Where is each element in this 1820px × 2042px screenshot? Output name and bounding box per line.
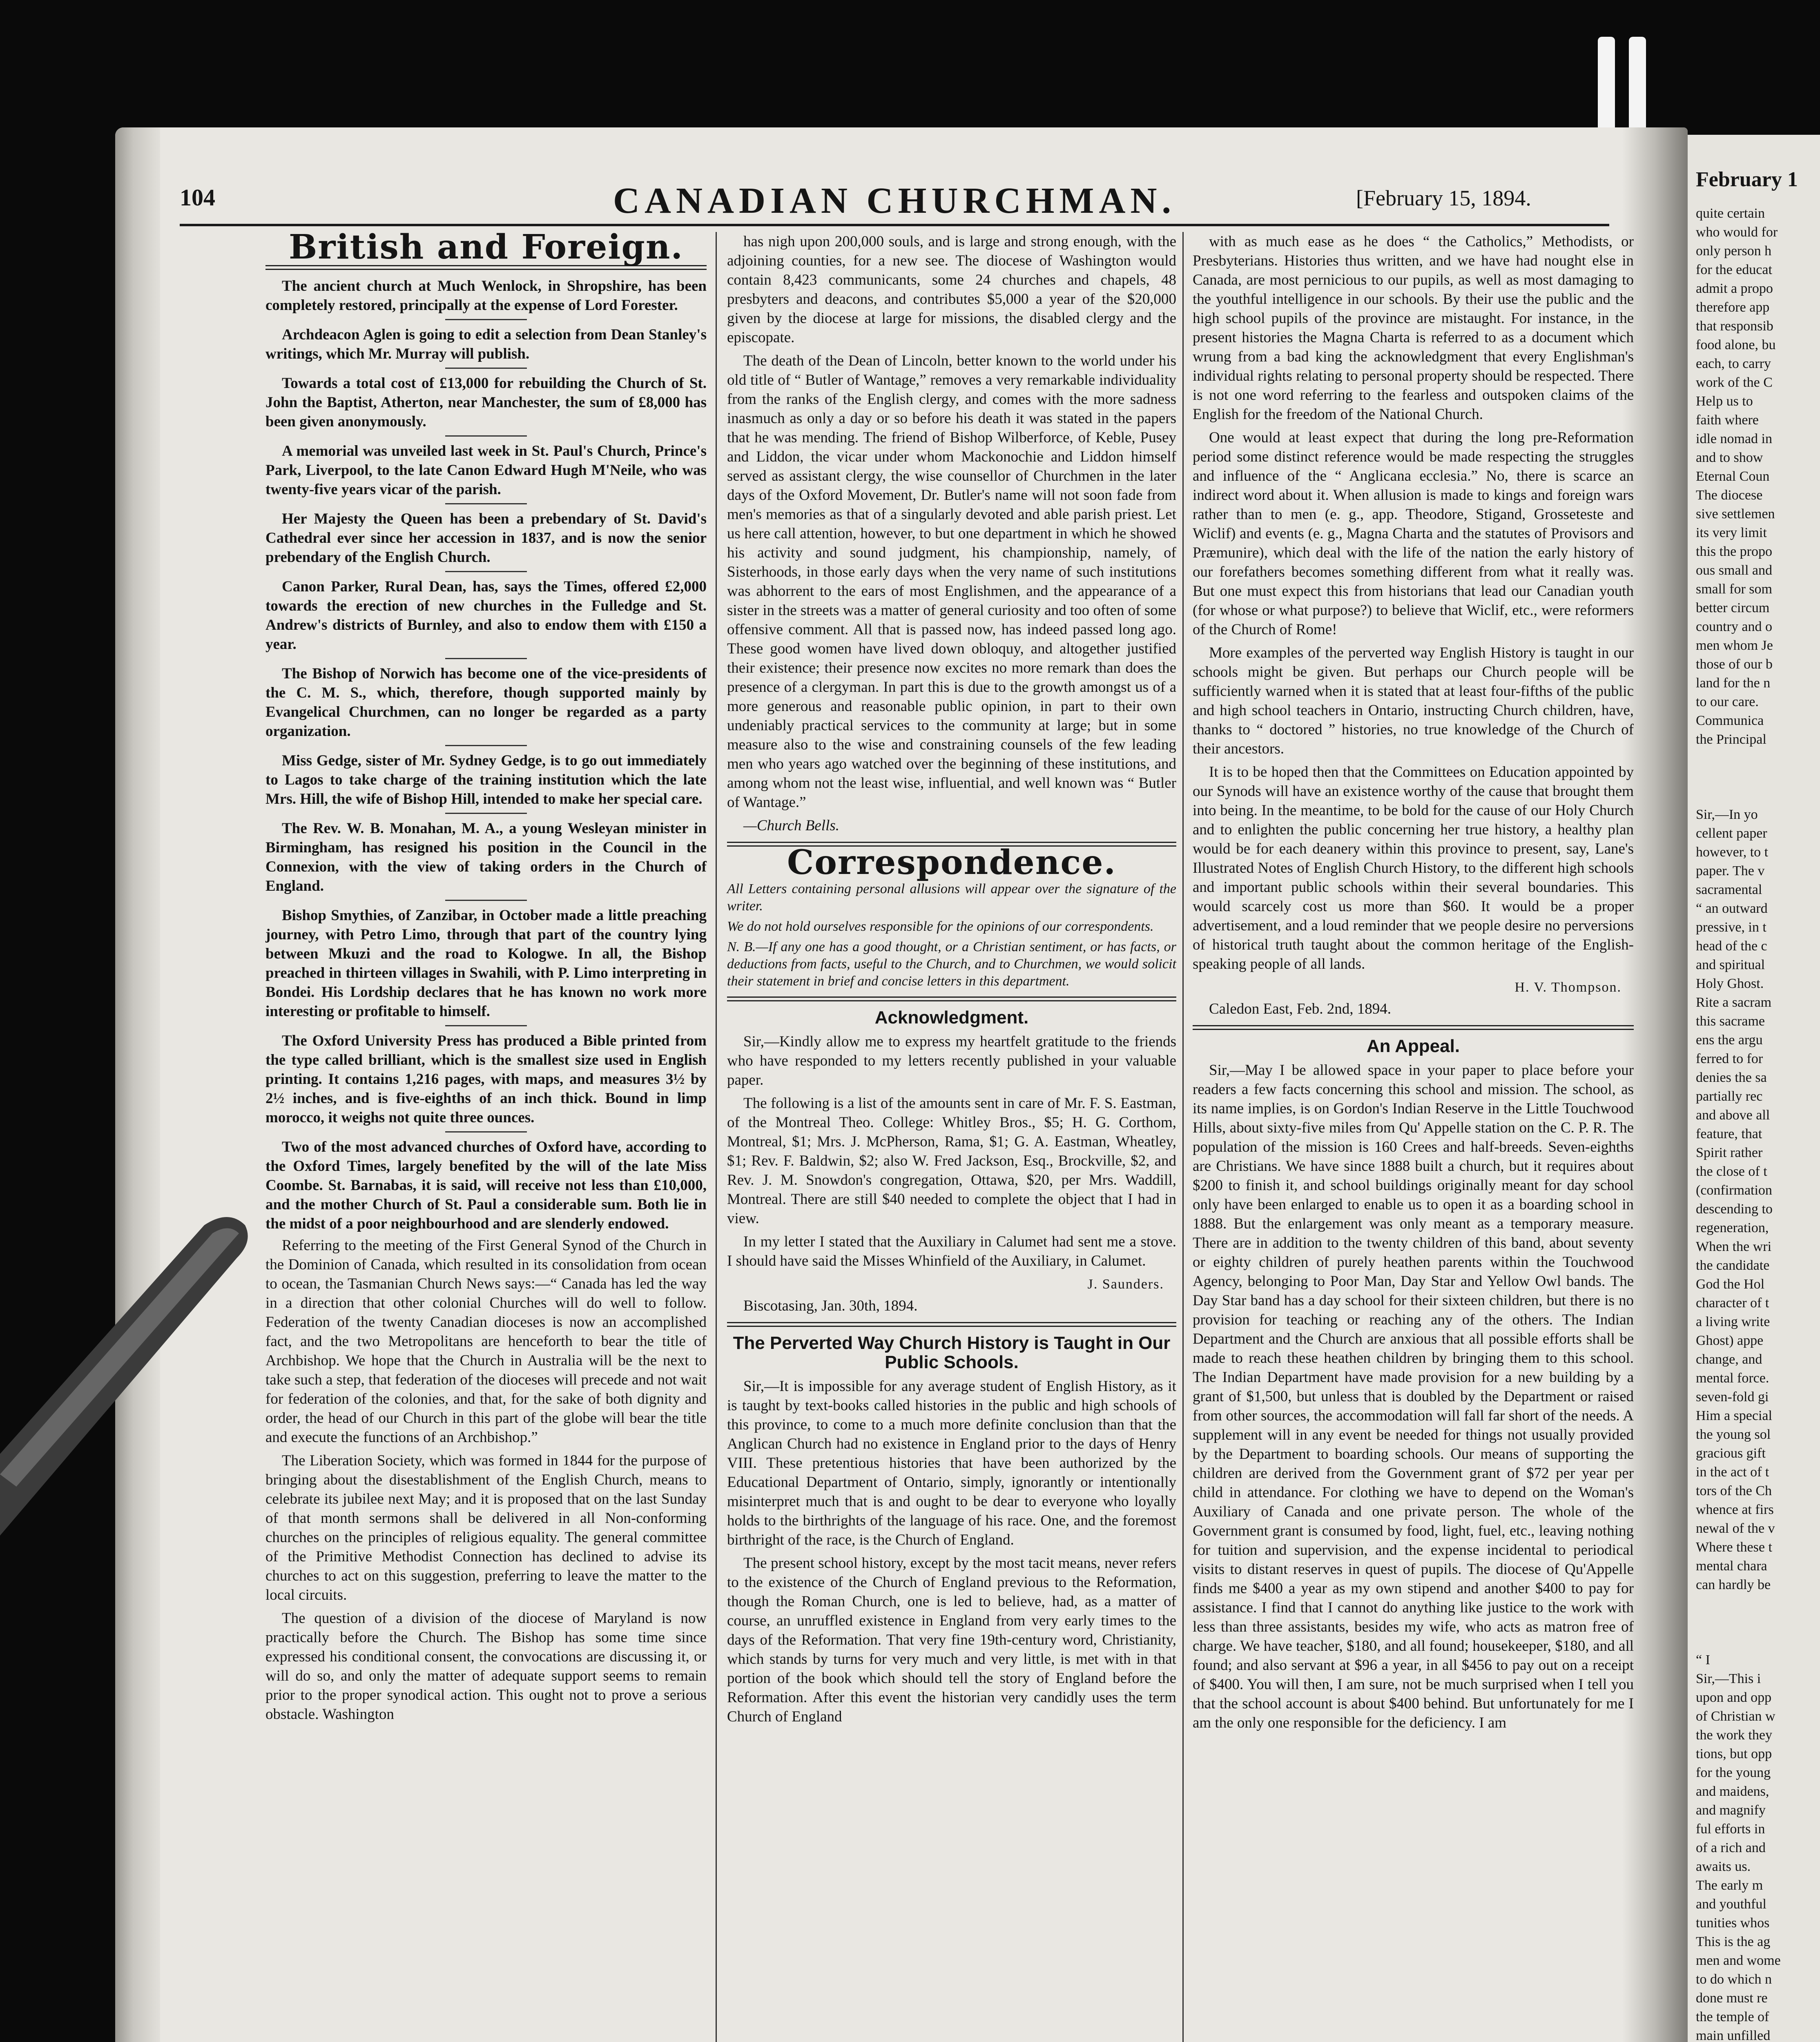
adjacent-page-line: ferred to for [1696,1051,1763,1066]
adjacent-page-line: seven-fold gi [1696,1389,1769,1404]
adjacent-page-line: who would for [1696,225,1778,240]
letter-paragraph: The present school history, except by the most tacit means, never refers to the existence of the Church of England previous to the Reformation, though the Roman Church, one is led to believe, had, as a matter of course, an unruffled existence in England from very early times to the days of the Reformation. That very fine 19th-century word, Christianity, which stands by turns for very much and very little, is met with in that portion of the book which should tell the story of England before the Reformation. After this event the historian very candidly uses the term Church of England [727,1555,1176,1725]
adjacent-page-line: Help us to [1696,394,1753,409]
adjacent-page-line: The early m [1696,1878,1763,1893]
adjacent-page-line: food alone, bu [1696,337,1776,352]
item-separator [445,1025,527,1026]
adjacent-page-line: newal of the v [1696,1521,1775,1536]
adjacent-page-line: God the Hol [1696,1277,1765,1292]
adjacent-page-line: feature, that [1696,1126,1762,1141]
item-separator [445,571,527,572]
news-paragraphs [265,1236,707,1724]
news-paragraph: Referring to the meeting of the First General Synod of the Church in the Dominion of Canada, which resulted in its consolidation from ocean to ocean, the Tasmanian Church News says:—“ Canada has led the way in a direction that other colonial Churches will do well to follow. Federation of the twenty Canadian dioceses is now an accomplished fact, and the two Metropolitans are henceforth to bear the title of Archbishop. We hope that the Church in Australia will be the next to take such a step, that federation of the dioceses will precede and not wait for federation of the colonies, and that, for the sake of both dignity and order, the head of our Church in this part of the globe will bear the title and execute the functions of an Archbishop.” [265,1237,707,1446]
letter-paragraph: In my letter I stated that the Auxiliary in Calumet had sent me a stove. I should have said the Misses Whinfield of the Auxiliary, in Calumet. [727,1233,1176,1269]
adjacent-page-line: Where these t [1696,1540,1772,1555]
item-separator [445,1131,527,1132]
editorial-notes [727,881,1176,990]
adjacent-page [1679,135,1820,2042]
adjacent-page-line: Sir,—This i [1696,1671,1761,1686]
adjacent-page-line: character of t [1696,1295,1769,1311]
adjacent-page-line: whence at firs [1696,1502,1774,1517]
page-number: 104 [180,184,215,211]
letter-church-history [727,1377,1176,1726]
adjacent-page-line: can hardly be [1696,1577,1771,1592]
letter-an-appeal [1193,1061,1634,1732]
adjacent-page-line: “ an outward [1696,901,1768,916]
adjacent-page-line: partially rec [1696,1089,1763,1104]
adjacent-page-line: Holy Ghost. [1696,976,1764,991]
adjacent-page-line: ens the argu [1696,1032,1763,1048]
adjacent-page-line: descending to [1696,1202,1773,1217]
film-frame-mark [1598,37,1615,135]
adjacent-page-line: land for the n [1696,675,1771,691]
double-rule [727,1322,1176,1327]
adjacent-page-line: that responsib [1696,319,1773,334]
adjacent-page-line: for the young [1696,1765,1771,1780]
news-item: Canon Parker, Rural Dean, has, says the Times, offered £2,000 towards the erection of new churches in the Fulledge and St. Andrew's districts of Burnley, and also to endow them with £150 a year. [265,578,707,653]
adjacent-page-line: of Christian w [1696,1709,1775,1724]
adjacent-page-line: country and o [1696,619,1772,634]
letter-title-church-history: The Perverted Way Church History is Taught in Our Public Schools. [733,1333,1171,1372]
letter-paragraph: Sir,—It is impossible for any average student of English History, as it is taught by text-books called histories in the public and high schools of this province, to come to a much more definite conclusion than that the Anglican Church had no existence in England prior to the days of Henry VIII. These pretentious histories that have been authorized by the Educational Department of Ontario, simply, ignorantly or intentionally misinterpret much that is and ought to be dear to everyone who loyally holds to the birthrights of the language of his race. One, and the foremost birthright of the race, is the Church of England. [727,1378,1176,1548]
adjacent-page-line: quite certain [1696,206,1765,221]
news-item: A memorial was unveiled last week in St. Paul's Church, Prince's Park, Liverpool, to the late Canon Edward Hugh M'Neile, who was twenty-five years vicar of the parish. [265,443,707,498]
adjacent-page-line: “ I [1696,1652,1710,1667]
news-paragraph: The Liberation Society, which was formed in 1844 for the purpose of bringing about the disestablishment of the English Church, means to celebrate its jubilee next May; and it is proposed that on the last Sunday of that month sermons shall be delivered in all Non-conforming churches on the principles of religious equality. The general committee of the Primitive Methodist Connection has declined to advise its churches to act on this suggestion, preferring to leave the matter to the local circuits. [265,1452,707,1603]
news-item: The ancient church at Much Wenlock, in Shropshire, has been completely restored, principally at the expense of Lord Forester. [265,278,707,314]
column-2 [727,232,1176,1730]
adjacent-page-line: better circum [1696,600,1770,615]
film-frame-mark [1629,37,1646,135]
adjacent-page-line: mental force. [1696,1371,1769,1386]
adjacent-page-line: denies the sa [1696,1070,1767,1085]
adjacent-page-line: the temple of [1696,2009,1769,2024]
news-item: Her Majesty the Queen has been a prebendary of St. David's Cathedral ever since her accession in 1837, and is now the senior prebendary of the English Church. [265,510,707,566]
editorial-note: N. B.—If any one has a good thought, or a Christian sentiment, or has facts, or deductions from facts, useful to the Church, and to Churchmen, we would solicit their statement in brief and concise letters in this department. [727,939,1176,989]
article-source: —Church Bells. [743,817,840,834]
adjacent-page-line: ous small and [1696,563,1772,578]
letter-paragraph: Sir,—May I be allowed space in your paper to place before your readers a few facts concerning this school and mission. The school, as its name implies, is on Gordon's Indian Reserve in the Little Touchwood Hills, about sixty-five miles from Qu' Appelle station on the C. P. R. The population of the mission is 160 Crees and half-breeds. Seven-eighths are Christians. We have since 1888 built a church, but it requires about $200 to finish it, and school buildings originally meant for day school only have been enlarged to enable us to open it as a boarding school in 1888. But the enlargement was only meant as a temporary measure. There are in addition to the twenty children of this band, about seventy or eighty children of purely heathen parents within the Touchwood Agency, belonging to Poor Man, Day Star and Yellow Owl bands. The Day Star band has a day school for their sixteen children, but there is no provision for teaching or reaching any of the others. The Indian Department and the Church are anxious that all possible efforts shall be made to reach these heathen children by bringing them to this school. The Indian Department have made provision for a new building by a grant of $1,500, but unless that is doubled by the Department or raised from other sources, the accommodation will fall far short of the needs. A supplement will in any event be needed for things not usually provided by the Department to boarding schools. Our means of supporting the children are derived from the Government grant of $72 per year per child in attendance. For clothing we have to depend on the Woman's Auxiliary of Canada and one private person. The whole of the Government grant is consumed by food, light, fuel, etc., leaving nothing for tuition and supervision, and the expense incidental to periodical visits to distant reserves in quest of pupils. The diocese of Qu'Appelle finds me $400 a year as my own stipend and another $400 to pay for assistance. I find that I cannot do anything like justice to the work with less than three assistants, besides my wife, who acts as matron free of charge. We have teacher, $180, and all found; housekeeper, $180, and all found; and also servant at $96 a year, in all $456 to pay out on a receipt of $400. You will then, I am sure, not be much surprised when I tell you that the school account is about $400 behind. But unfortunately for me I am the only one responsible for the deficiency. I am [1193,1062,1634,1731]
letter-acknowledgment [727,1032,1176,1271]
adjacent-page-line: regeneration, [1696,1220,1769,1235]
adjacent-page-line: paper. The v [1696,863,1765,878]
adjacent-page-line: done must re [1696,1991,1768,2006]
news-paragraph: The question of a division of the diocese of Maryland is now practically before the Church. The Bishop has some time since expressed his conditional consent, the convocations are discussing it, or will do so, and only the matter of adequate support seems to remain prior to the proper synodical action. This ought not to prove a serious obstacle. Washington [265,1610,707,1723]
adjacent-page-line: This is the ag [1696,1934,1771,1949]
adjacent-page-line: Eternal Coun [1696,469,1770,484]
letter-paragraph: The following is a list of the amounts sent in care of Mr. F. S. Eastman, of the Montreal Theo. College: Whitley Bros., $5; H. G. Corthom, Montreal, $1; Mrs. J. McPherson, Rama, $1; G. A. Eastman, Wheatley, $1; Rev. F. Baldwin, $2; also W. Fred Jackson, Esq., Brockville, $2, and Rev. J. M. Snowdon's congregation, Ottawa, $20, per Mrs. Waddill, Montreal. There are still $40 needed to complete the object that I had in view. [727,1095,1176,1227]
adjacent-page-line: Ghost) appe [1696,1333,1764,1348]
letter-continued [1193,232,1634,974]
adjacent-page-line: faith where [1696,412,1759,428]
adjacent-page-line: main unfilled [1696,2028,1771,2042]
letter-paragraph: with as much ease as he does “ the Catholics,” Methodists, or Presbyterians. Histories thus written, and we have had nought else in Canada, are most pernicious to our pupils, as well as most damaging to the youthful intelligence in our schools. By their use the public and the high school pupils of the province are mistaught. For instance, in the present histories the Magna Charta is referred to as a document which wrung from a bad king the acknowledgment that every Englishman's individual rights relating to personal property should be respected. There is not one word referring to the fearless and outspoken claims of the English for the freedom of the National Church. [1193,233,1634,423]
item-separator [445,813,527,814]
adjacent-page-line: mental chara [1696,1558,1767,1574]
adjacent-page-line: the close of t [1696,1164,1767,1179]
adjacent-page-line: (confirmation [1696,1183,1772,1198]
adjacent-page-line: and spiritual [1696,957,1765,972]
section-heading-correspondence: Correspondence. [787,843,1117,882]
item-separator [445,368,527,369]
section-heading-british-and-foreign: British and Foreign. [288,227,684,267]
adjacent-page-line: for the educat [1696,262,1772,277]
adjacent-page-line: head of the c [1696,939,1767,954]
adjacent-page-line: and above all [1696,1108,1770,1123]
dean-of-lincoln-article: The death of the Dean of Lincoln, better known to the world under his old title of “ Butler of Wantage,” removes a very remarkable individuality from the ranks of the English clergy, and comes with the more sadness inasmuch as only a day or so before his death it was stated in the papers that he was mending. The friend of Bishop Wilberforce, of Keble, Pusey and Liddon, the vicar under whom Mackonochie and Liddon himself served as assistant clergy, the wise counsellor of Churchmen in the later days of the Oxford Movement, Dr. Butler's name will not soon fade from men's memories as that of a singularly devoted and able parish priest. Let us here call attention, however, to but one department in which he showed his activity and sound judgment, his championship, namely, of Sisterhoods, in those early days when the very name of such institutions was abhorrent to the ears of most Englishmen, and the appearance of a sister in the streets was a matter of general curiosity and too often of some offensive comment. All that is passed now, has indeed passed long ago. These good women have lived down obloquy, and altogether justified their existence; their presence now excites no more remark than does the presence of a clergyman. In part this is due to the growth amongst us of a more generous and reasonable public opinion, in part to their own undeniably practical services to the community at large; but in some measure also to the wise and constraining counsels of the few leading men who years ago watched over the beginning of these institutions, and among whom not the least wise, influential, and well known was “ Butler of Wantage.” [727,352,1176,811]
news-items [265,276,707,1233]
adjacent-page-line: men and wome [1696,1953,1781,1968]
item-separator [445,435,527,437]
adjacent-page-line: the work they [1696,1728,1772,1743]
column-rule [1182,232,1184,2042]
adjacent-page-line: and magnify [1696,1803,1766,1818]
adjacent-page-line: work of the C [1696,375,1773,390]
issue-date: [February 15, 1894. [1356,186,1531,210]
item-separator [445,900,527,901]
news-item: Miss Gedge, sister of Mr. Sydney Gedge, is to go out immediately to Lagos to take charge of the training institution which the late Mrs. Hill, the wife of Bishop Hill, intended to make her special care. [265,752,707,807]
column-1 [265,227,707,1728]
adjacent-page-line: pressive, in t [1696,920,1766,935]
adjacent-page-line: of a rich and [1696,1840,1766,1855]
adjacent-page-line: Rite a sacram [1696,995,1772,1010]
adjacent-page-line: Sir,—In yo [1696,807,1758,822]
adjacent-page-text [1696,204,1820,2042]
adjacent-page-line: this the propo [1696,544,1772,559]
adjacent-page-line: tunities whos [1696,1915,1770,1931]
letter-dateline: Biscotasing, Jan. 30th, 1894. [743,1297,918,1314]
adjacent-page-line: cellent paper [1696,826,1767,841]
double-rule [727,996,1176,1001]
adjacent-page-line: change, and [1696,1352,1762,1367]
adjacent-page-line: small for som [1696,582,1772,597]
adjacent-page-line: however, to t [1696,845,1769,860]
adjacent-page-line [1696,749,1820,805]
news-item: Towards a total cost of £13,000 for rebuilding the Church of St. John the Baptist, Atherton, near Manchester, the sum of £8,000 has been given anonymously. [265,375,707,430]
adjacent-page-line: Spirit rather [1696,1145,1763,1160]
adjacent-page-line: tors of the Ch [1696,1483,1772,1498]
letter-title-an-appeal: An Appeal. [1366,1036,1460,1056]
news-item: Archdeacon Aglen is going to edit a selection from Dean Stanley's writings, which Mr. Murray will publish. [265,326,707,362]
adjacent-page-line: only person h [1696,243,1772,259]
news-item: The Bishop of Norwich has become one of the vice-presidents of the C. M. S., which, therefore, though supported mainly by Evangelical Churchmen, can no longer be regarded as a party organization. [265,665,707,740]
column-rule [716,232,717,2042]
adjacent-page-line [1696,1594,1820,1651]
continued-paragraph: has nigh upon 200,000 souls, and is large and strong enough, with the adjoining counties, for a new see. The diocese of Washington would contain 8,423 communicants, some 24 churches and chapels, 48 presbyters and deacons, and contributes $5,000 a year of the $20,000 given by the diocese at large for missions, the disabled clergy and the episcopate. [727,233,1176,346]
adjacent-page-header: February 1 [1696,168,1798,191]
letter-dateline: Caledon East, Feb. 2nd, 1894. [1209,1001,1392,1017]
masthead-title: CANADIAN CHURCHMAN. [613,181,1176,221]
adjacent-page-line: the candidate [1696,1258,1770,1273]
adjacent-page-line: upon and opp [1696,1690,1772,1705]
adjacent-page-line: therefore app [1696,300,1770,315]
header-rule [180,224,1609,226]
item-separator [445,658,527,659]
news-item: Bishop Smythies, of Zanzibar, in October made a little preaching journey, with Petro Limo, through that part of the country lying between Mkuzi and the road to Kologwe. In all, the Bishop preached in thirteen villages in Swahili, with P. Limo interpreting in Bondei. His Lordship declares that he has known no work more interesting or profitable to himself. [265,907,707,1020]
adjacent-page-line: to our care. [1696,694,1759,709]
letter-paragraph: Sir,—Kindly allow me to express my heartfelt gratitude to the friends who have responded to my letters recently published in your valuable paper. [727,1033,1176,1088]
item-separator [445,319,527,320]
adjacent-page-line: sive settlemen [1696,506,1775,522]
adjacent-page-line: those of our b [1696,657,1773,672]
letter-signature: J. Saunders. [1087,1277,1164,1292]
adjacent-page-line: awaits us. [1696,1859,1751,1874]
editorial-note: We do not hold ourselves responsible for the opinions of our correspondents. [727,919,1154,934]
adjacent-page-line: and to show [1696,450,1763,465]
page-binding-edge [115,127,160,2042]
adjacent-page-line: When the wri [1696,1239,1772,1254]
adjacent-page-line: tions, but opp [1696,1746,1772,1761]
adjacent-page-line: gracious gift [1696,1446,1766,1461]
editorial-note: All Letters containing personal allusions will appear over the signature of the writer. [727,881,1176,914]
adjacent-page-line: Him a special [1696,1408,1772,1423]
adjacent-page-line: each, to carry [1696,356,1771,371]
adjacent-page-line: the young sol [1696,1427,1771,1442]
adjacent-page-line: ful efforts in [1696,1821,1765,1837]
adjacent-page-line: its very limit [1696,525,1767,540]
adjacent-page-line: sacramental [1696,882,1762,897]
adjacent-page-line: to do which n [1696,1972,1772,1987]
column-3 [1193,232,1634,1737]
letter-title-acknowledgment: Acknowledgment. [874,1008,1029,1028]
letter-paragraph: It is to be hoped then that the Committees on Education appointed by our Synods will have an existence worthy of the cause that brought them into being. In the meantime, to be bold for the cause of our Holy Church and to enlighten the public concerning her true history, a healthy plan would be for each deanery within this province to present, say, Lane's Illustrated Notes of English Church History, to the different high schools and important public schools within their several boundaries. This would scarcely cost us more than $60. It would be a proper advertisement, and a loud reminder that we people desire no perversions of historical truth taught about the common heritage of the English-speaking people of all lands. [1193,764,1634,972]
adjacent-page-line: men whom Je [1696,638,1773,653]
adjacent-page-line: Communica [1696,713,1764,728]
adjacent-page-line: and maidens, [1696,1784,1769,1799]
letter-signature: H. V. Thompson. [1514,980,1621,995]
adjacent-page-line: this sacrame [1696,1014,1765,1029]
news-item: The Oxford University Press has produced a Bible printed from the type called brilliant, which is the smallest size used in English printing. It contains 1,216 pages, with maps, and measures 3½ by 2½ inches, and is five-eighths of an inch thick. Bound in limp morocco, it weighs not quite three ounces. [265,1032,707,1126]
adjacent-page-line: idle nomad in [1696,431,1772,446]
letter-paragraph: One would at least expect that during the long pre-Reformation period some distinct reference would be made respecting the struggles and influence of the “ Anglicana ecclesia.” No, there is scarce an indirect word about it. When allusion is made to kings and foreign wars rather than to men (e. g., app. Theodore, Stigand, Grosseteste and Wiclif) and events (e. g., Magna Charta and the statutes of Provisors and Præmunire), which deal with the life of the nation the early history of our forefathers becomes something different from what it really was. But one must expect this from historians that lead our Canadian youth (for whose or what purpose?) to believe that Wiclif, etc., were reformers of the Church of Rome! [1193,429,1634,638]
adjacent-page-line: The diocese [1696,488,1763,503]
item-separator [445,503,527,504]
adjacent-page-line: and youthful [1696,1897,1766,1912]
item-separator [445,745,527,746]
news-item: Two of the most advanced churches of Oxford have, according to the Oxford Times, largely benefited by the will of the late Miss Coombe. St. Barnabas, it is said, will receive not less than £10,000, and the mother Church of St. Paul a considerable sum. Both lie in the midst of a poor neighbourhood and are slenderly endowed. [265,1139,707,1232]
page-header [180,180,1609,221]
adjacent-page-line: a living write [1696,1314,1770,1329]
letter-paragraph: More examples of the perverted way English History is taught in our schools might be given. But perhaps our Church people will be sufficiently warned when it is stated that at least four-fifths of the public and high school teachers in Ontario, instructing Church children, have, thanks to “ doctored ” histories, no true knowledge of the Church of their ancestors. [1193,644,1634,757]
double-rule [1193,1025,1634,1030]
adjacent-page-line: admit a propo [1696,281,1773,296]
news-item: The Rev. W. B. Monahan, M. A., a young Wesleyan minister in Birmingham, has resigned his position in the Council in the Connexion, with the view of taking orders in the Church of England. [265,820,707,894]
adjacent-page-line: in the act of t [1696,1465,1769,1480]
adjacent-page-line: the Principal [1696,732,1766,747]
